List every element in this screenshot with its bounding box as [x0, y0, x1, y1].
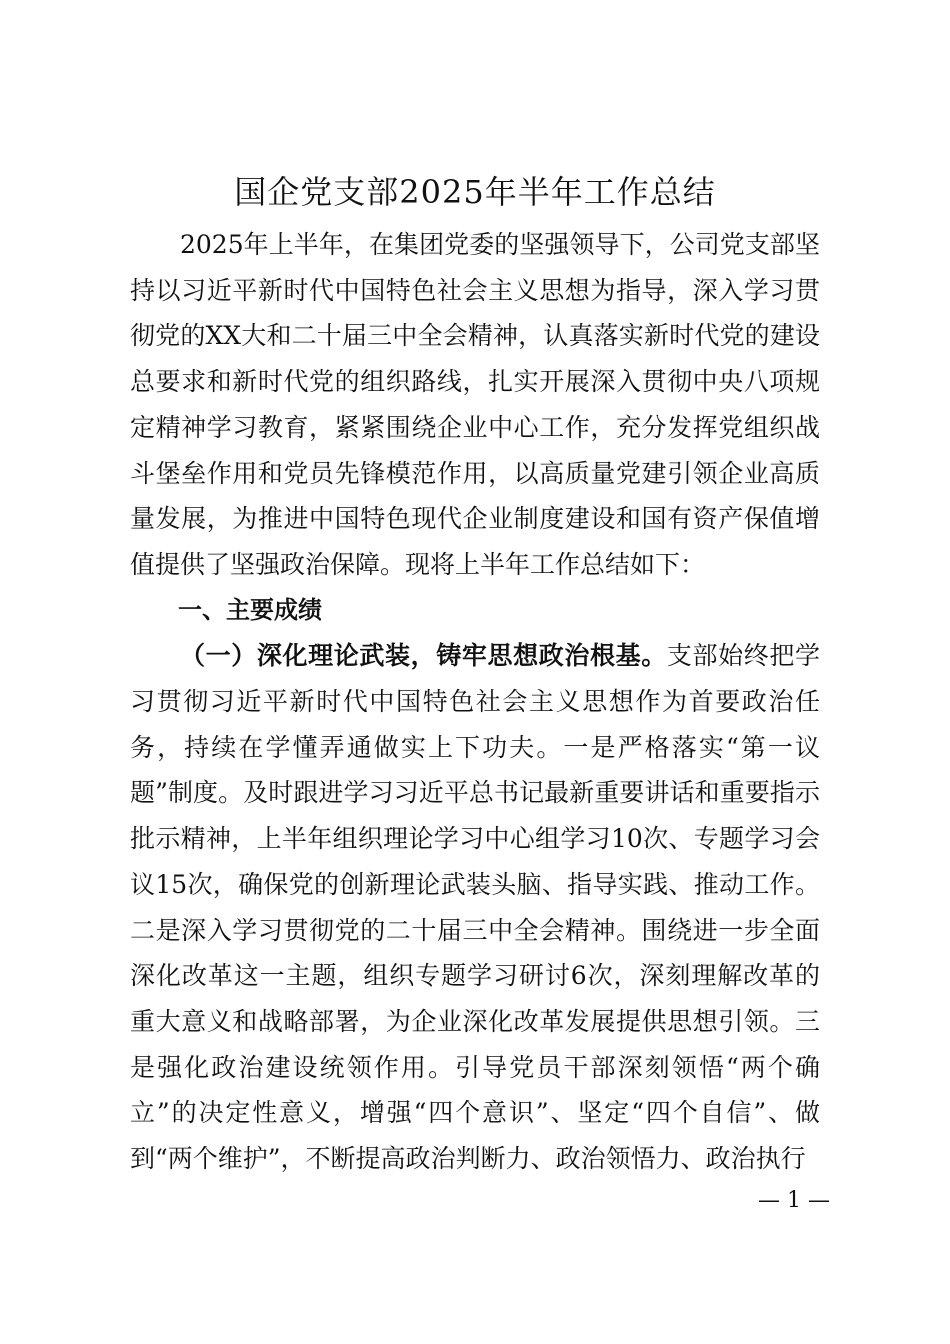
subsection-text-theory: 支部始终把学习贯彻习近平新时代中国特色社会主义思想作为首要政治任务，持续在学懂弄通做实上下功夫。一是严格落实“第一议题”制度。及时跟进学习习近平总书记最新重要讲话和重要指示批示精神，上半年组织理论学习中心组学习10次、专题学习会议15次，确保党的创新理论武装头脑、指导实践、推动工作。二是深入学习贯彻党的二十届三中全会精神。围绕进一步全面深化改革这一主题，组织专题学习研讨6次，深刻理解改革的重大意义和战略部署，为企业深化改革发展提供思想引领。三是强化政治建设统领作用。引导党员干部深刻领悟“两个确立”的决定性意义，增强“四个意识”、坚定“四个自信”、做到“两个维护”，不断提高政治判断力、政治领悟力、政治执行: [130, 641, 820, 1174]
document-title: 国企党支部2025年半年工作总结: [234, 173, 716, 211]
section-heading-main-achievements: 一、主要成绩: [178, 595, 322, 624]
intro-paragraph: 2025年上半年，在集团党委的坚强领导下，公司党支部坚持以习近平新时代中国特色社会主义思想为指导，深入学习贯彻党的XX大和二十届三中全会精神，认真落实新时代党的建设总要求和新时代党的组织路线，扎实开展深入贯彻中央八项规定精神学习教育，紧紧围绕企业中心工作，充分发挥党组织战斗堡垒作用和党员先锋模范作用，以高质量党建引领企业高质量发展，为推进中国特色现代企业制度建设和国有资产保值增值提供了坚强政治保障。现将上半年工作总结如下：: [130, 230, 820, 579]
subsection-lead-theory: （一）深化理论武装，铸牢思想政治根基。: [180, 641, 667, 671]
document-body: [130, 222, 820, 1182]
page-number: — 1 —: [758, 1188, 830, 1213]
subsection-paragraph-theory: [130, 633, 820, 1181]
